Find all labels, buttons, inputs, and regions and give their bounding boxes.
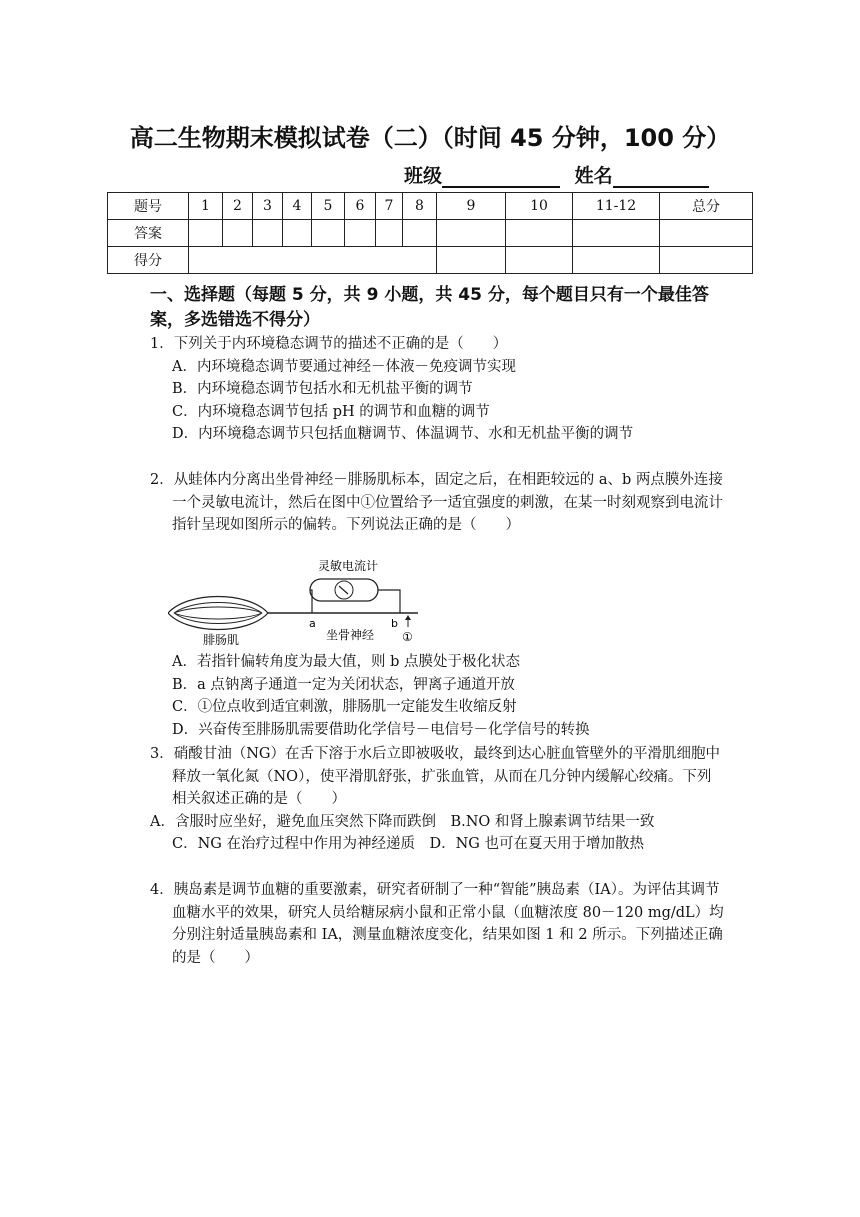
stimulus-arrowhead — [405, 615, 411, 620]
option-a: A．内环境稳态调节要通过神经－体液－免疫调节实现 — [172, 358, 516, 375]
section-heading: 一、选择题（每题 5 分，共 9 小题，共 45 分，每个题目只有一个最佳答案，多选错选不得分） — [150, 285, 709, 330]
row-header-question: 题号 — [108, 193, 189, 220]
col-header: 7 — [376, 193, 403, 220]
stimulus-label: ① — [402, 630, 413, 644]
name-blank[interactable] — [613, 166, 709, 188]
question-1 — [150, 333, 725, 446]
col-header: 1 — [189, 193, 223, 220]
answer-cell[interactable] — [660, 220, 753, 247]
score-cell[interactable] — [573, 247, 660, 274]
row-header-score: 得分 — [108, 247, 189, 274]
col-header: 8 — [403, 193, 437, 220]
col-header: 6 — [345, 193, 376, 220]
question-2-options — [150, 651, 725, 741]
option-b: B．a 点钠离子通道一定为关闭状态，钾离子通道开放 — [172, 676, 515, 693]
class-label: 班级 — [404, 165, 443, 187]
answer-cell[interactable] — [283, 220, 312, 247]
muscle-label: 腓肠肌 — [203, 633, 240, 647]
question-stem: 4．胰岛素是调节血糖的重要激素，研究者研制了一种“智能”胰岛素（IA）。为评估其调节血糖水平的效果，研究人员给糖尿病小鼠和正常小鼠（血糖浓度 80－120 mg/dL）均分别注射适量胰岛素和 IA，测量血糖浓度变化，结果如图 1 和 2 所示。下列描述正确的是（ ） — [150, 882, 724, 966]
table-row — [108, 247, 753, 274]
meter-label: 灵敏电流计 — [318, 559, 379, 573]
option-d: D．兴奋传至腓肠肌需要借助化学信号－电信号－化学信号的转换 — [172, 721, 590, 738]
col-header: 10 — [506, 193, 573, 220]
score-cell[interactable] — [660, 247, 753, 274]
muscle-fiber — [174, 613, 262, 624]
answer-cell[interactable] — [437, 220, 506, 247]
wire-b — [378, 590, 400, 613]
muscle-fiber — [174, 613, 262, 619]
score-table — [107, 192, 753, 274]
col-header: 4 — [283, 193, 312, 220]
point-b-label: b — [391, 617, 398, 630]
table-row — [108, 193, 753, 220]
score-cell[interactable] — [506, 247, 573, 274]
col-header: 11-12 — [573, 193, 660, 220]
question-3 — [150, 743, 725, 856]
answer-cell[interactable] — [253, 220, 283, 247]
score-cell[interactable] — [437, 247, 506, 274]
option-a: A．若指针偏转角度为最大值，则 b 点膜处于极化状态 — [172, 654, 520, 670]
question-2 — [150, 469, 725, 537]
answer-cell[interactable] — [403, 220, 437, 247]
exam-title: 高二生物期末模拟试卷（二）（时间 45 分钟，100 分） — [129, 124, 731, 152]
nerve-label: 坐骨神经 — [326, 628, 375, 642]
col-header: 5 — [312, 193, 345, 220]
option-c: C．①位点收到适宜刺激，腓肠肌一定能发生收缩反射 — [172, 699, 517, 715]
answer-cell[interactable] — [345, 220, 376, 247]
col-header: 9 — [437, 193, 506, 220]
score-cell[interactable] — [189, 247, 437, 274]
question-stem: 3．硝酸甘油（NG）在舌下溶于水后立即被吸收，最终到达心脏血管壁外的平滑肌细胞中释放一氧化氮（NO），使平滑肌舒张，扩张血管，从而在几分钟内缓解心绞痛。下列相关叙述正确的是（ ） — [150, 746, 720, 807]
option-d — [128, 423, 725, 446]
option-d-text: D．内环境稳态调节只包括血糖调节、体温调节、水和无机盐平衡的调节 — [172, 426, 634, 442]
col-header: 总分 — [660, 193, 753, 220]
question-stem: 2．从蛙体内分离出坐骨神经－腓肠肌标本，固定之后，在相距较远的 a、b 两点膜外连接一个灵敏电流计，然后在图中①位置给予一适宜强度的刺激，在某一时刻观察到电流计指针呈现如图所示的偏转。下列说法正确的是（ ） — [150, 472, 723, 533]
name-label: 姓名 — [574, 165, 613, 187]
options-a-b-text: A．含服时应坐好，避免血压突然下降而跌倒 B.NO 和肾上腺素调节结果一致 — [150, 813, 655, 830]
col-header: 2 — [223, 193, 253, 220]
question-4 — [150, 879, 725, 969]
answer-cell[interactable] — [376, 220, 403, 247]
class-name-line — [404, 161, 709, 188]
galvanometer-needle — [339, 586, 348, 594]
answer-cell[interactable] — [189, 220, 223, 247]
option-c: C．内环境稳态调节包括 pH 的调节和血糖的调节 — [172, 403, 490, 420]
nerve-muscle-figure — [168, 557, 428, 649]
col-header: 3 — [253, 193, 283, 220]
answer-cell[interactable] — [506, 220, 573, 247]
answer-cell[interactable] — [573, 220, 660, 247]
muscle-fiber — [174, 603, 262, 614]
muscle-outline — [168, 597, 268, 630]
options-c-d: C．NG 在治疗过程中作用为神经递质 D．NG 也可在夏天用于增加散热 — [172, 836, 644, 852]
point-a-label: a — [309, 617, 316, 630]
answer-cell[interactable] — [223, 220, 253, 247]
row-header-answer: 答案 — [108, 220, 189, 247]
answer-cell[interactable] — [312, 220, 345, 247]
muscle-fiber — [174, 607, 262, 613]
question-stem: 1．下列关于内环境稳态调节的描述不正确的是（ ） — [150, 336, 508, 352]
option-b: B．内环境稳态调节包括水和无机盐平衡的调节 — [172, 381, 473, 397]
table-row — [108, 220, 753, 247]
options-a-b — [150, 811, 725, 834]
class-blank[interactable] — [442, 166, 560, 188]
